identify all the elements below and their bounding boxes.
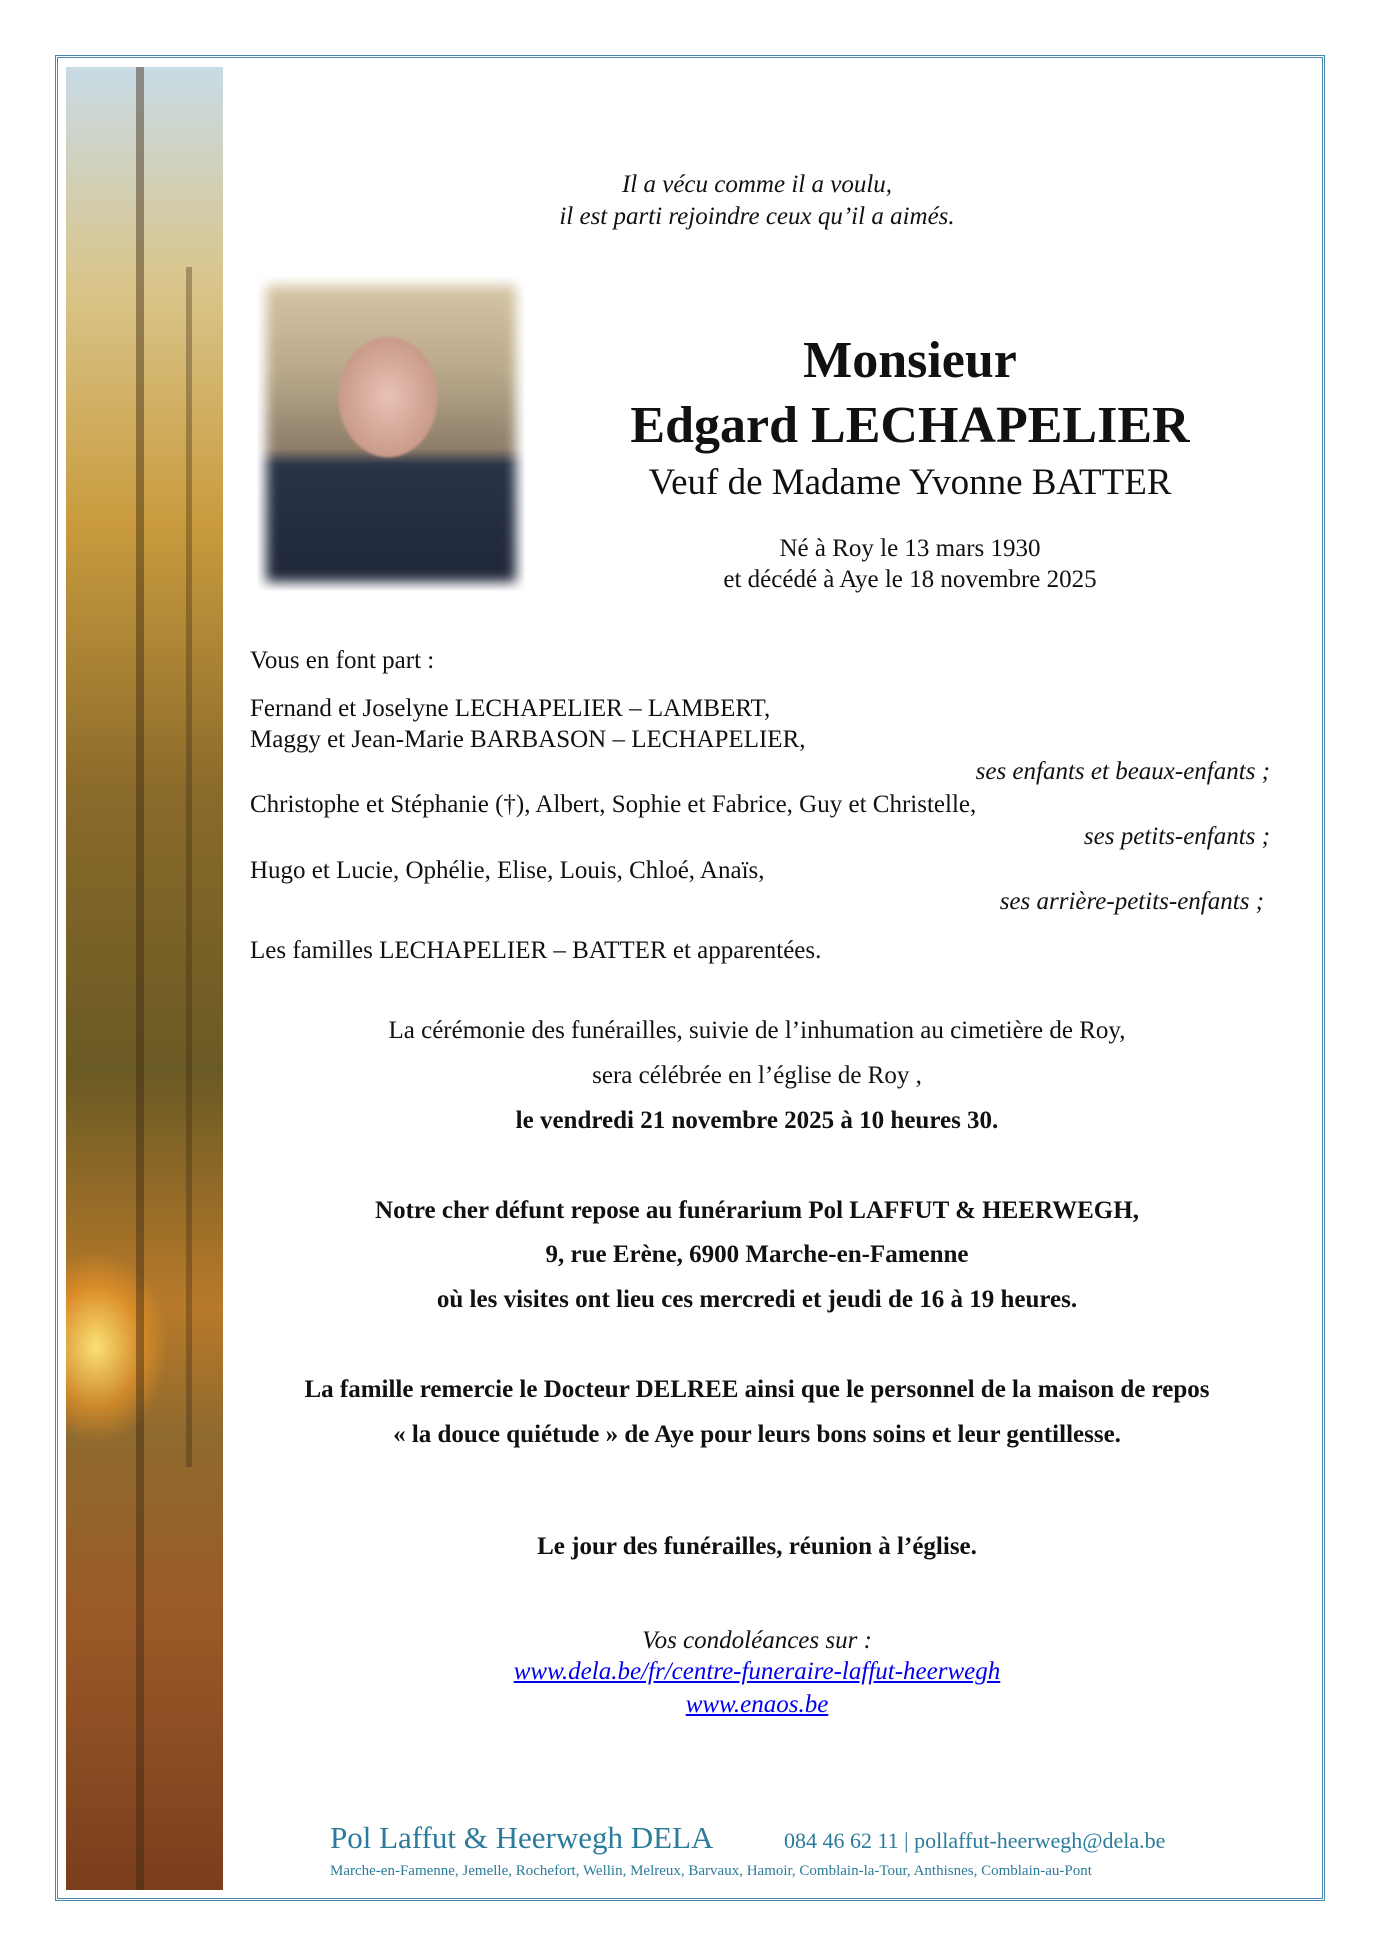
family-line: Christophe et Stéphanie (†), Albert, Sophie et Fabrice, Guy et Christelle, — [250, 791, 977, 818]
spouse: Veuf de Madame Yvonne BATTER — [648, 462, 1172, 503]
funeral-home-logo: Pol Laffut & Heerwegh DELA — [330, 1820, 714, 1855]
family-line: Fernand et Joselyne LECHAPELIER – LAMBERT, — [250, 695, 771, 722]
portrait-photo — [258, 277, 524, 590]
ceremony-line: sera célébrée en l’église de Roy , — [592, 1062, 922, 1089]
footer-contact: 084 46 62 11 | pollaffut-heerwegh@dela.be — [784, 1828, 1166, 1853]
funerarium-address: 9, rue Erène, 6900 Marche-en-Famenne — [545, 1241, 969, 1268]
autumn-trees-image — [66, 67, 223, 1890]
quote-line-1: Il a vécu comme il a voulu, — [621, 171, 893, 198]
footer-towns: Marche-en-Famenne, Jemelle, Rochefort, Wellin, Melreux, Barvaux, Hamoir, Comblain-la-Tour, Anthisnes, Comblain-au-Pont — [330, 1863, 1092, 1879]
family-line: Hugo et Lucie, Ophélie, Elise, Louis, Chloé, Anaïs, — [250, 857, 765, 884]
death: et décédé à Aye le 18 novembre 2025 — [723, 566, 1097, 593]
birth: Né à Roy le 13 mars 1930 — [779, 535, 1041, 562]
family-line: Maggy et Jean-Marie BARBASON – LECHAPELIER, — [250, 726, 806, 753]
title: Monsieur — [803, 332, 1017, 389]
enaos-link[interactable]: www.enaos.be — [685, 1691, 829, 1718]
quote-line-2: il est parti rejoindre ceux qu’il a aimés. — [559, 203, 955, 230]
intro: Vous en font part : — [250, 647, 435, 674]
family-relation: ses arrière-petits-enfants ; — [999, 888, 1264, 915]
funerarium-line: Notre cher défunt repose au funérarium Pol LAFFUT & HEERWEGH, — [375, 1197, 1139, 1224]
family-relation: ses petits-enfants ; — [1083, 823, 1270, 850]
deceased-name: Edgard LECHAPELIER — [630, 397, 1190, 454]
visiting-hours: où les visites ont lieu ces mercredi et jeudi de 16 à 19 heures. — [436, 1286, 1078, 1313]
family-relation: ses enfants et beaux-enfants ; — [975, 758, 1270, 785]
thanks-line: La famille remercie le Docteur DELREE ainsi que le personnel de la maison de repos — [304, 1376, 1210, 1403]
thanks-line: « la douce quiétude » de Aye pour leurs bons soins et leur gentillesse. — [393, 1421, 1121, 1448]
condolences-label: Vos condoléances sur : — [642, 1627, 872, 1654]
dela-link[interactable]: www.dela.be/fr/centre-funeraire-laffut-heerwegh — [513, 1658, 1001, 1685]
ceremony-line: La cérémonie des funérailles, suivie de l’inhumation au cimetière de Roy, — [388, 1017, 1126, 1044]
ceremony-date: le vendredi 21 novembre 2025 à 10 heures 30. — [515, 1107, 999, 1134]
family-line: Les familles LECHAPELIER – BATTER et apparentées. — [250, 937, 822, 964]
reunion: Le jour des funérailles, réunion à l’église. — [537, 1533, 977, 1560]
